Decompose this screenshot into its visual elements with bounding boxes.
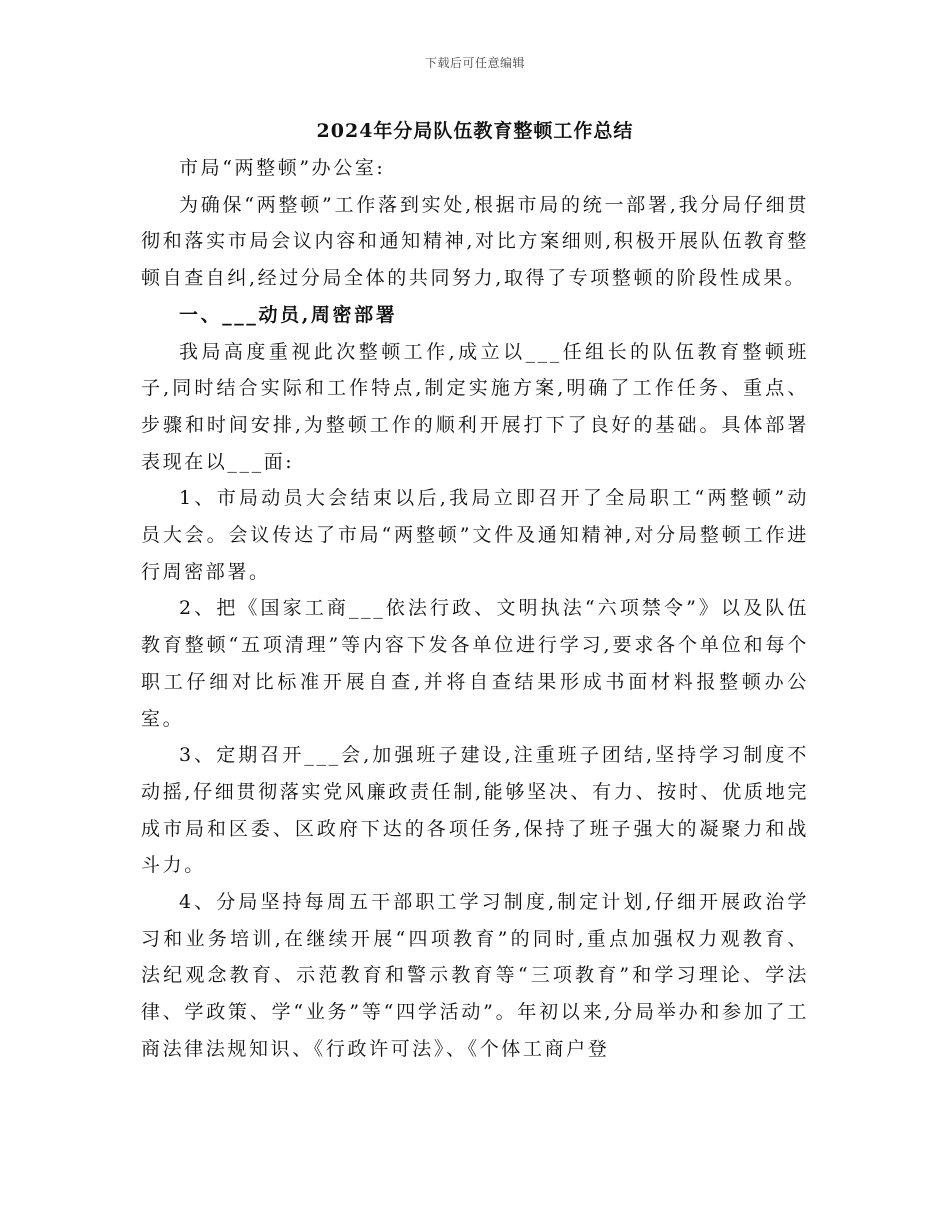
list-item-4: 4、分局坚持每周五干部职工学习制度,制定计划,仔细开展政治学习和业务培训,在继续开展“四项教育”的同时,重点加强权力观教育、法纪观念教育、示范教育和警示教育等“三项教育”和学习理论、学法律、学政策、学“业务”等“四学活动”。年初以来,分局举办和参加了工商法律法规知识、《行政许可法》、《个体工商户登 — [141, 891, 809, 1060]
list-item-1: 1、市局动员大会结束以后,我局立即召开了全局职工“两整顿”动员大会。会议传达了市局“两整顿”文件及通知精神,对分局整顿工作进行周密部署。 — [141, 487, 809, 583]
salutation: 市局“两整顿”办公室: — [179, 157, 386, 179]
document-body — [141, 150, 809, 1068]
document-title: 2024年分局队伍教育整顿工作总结 — [316, 120, 634, 142]
page-header-note: 下载后可任意编辑 — [424, 56, 525, 70]
body-paragraph: 我局高度重视此次整顿工作,成立以___任组长的队伍教育整顿班子,同时结合实际和工作特点,制定实施方案,明确了工作任务、重点、步骤和时间安排,为整顿工作的顺利开展打下了良好的基础。具体部署表现在以___面: — [141, 340, 809, 473]
section-heading: 一、___动员,周密部署 — [179, 303, 398, 326]
list-item-3: 3、定期召开___会,加强班子建设,注重班子团结,坚持学习制度不动摇,仔细贯彻落实党风廉政责任制,能够坚决、有力、按时、优质地完成市局和区委、区政府下达的各项任务,保持了班子强大的凝聚力和战斗力。 — [141, 744, 809, 877]
intro-paragraph: 为确保“两整顿”工作落到实处,根据市局的统一部署,我分局仔细贯彻和落实市局会议内容和通知精神,对比方案细则,积极开展队伍教育整顿自查自纠,经过分局全体的共同努力,取得了专项整顿的阶段性成果。 — [141, 193, 809, 290]
list-item-2: 2、把《国家工商___依法行政、文明执法“六项禁令”》以及队伍教育整顿“五项清理”等内容下发各单位进行学习,要求各个单位和每个职工仔细对比标准开展自查,并将自查结果形成书面材料报整顿办公室。 — [141, 597, 809, 730]
